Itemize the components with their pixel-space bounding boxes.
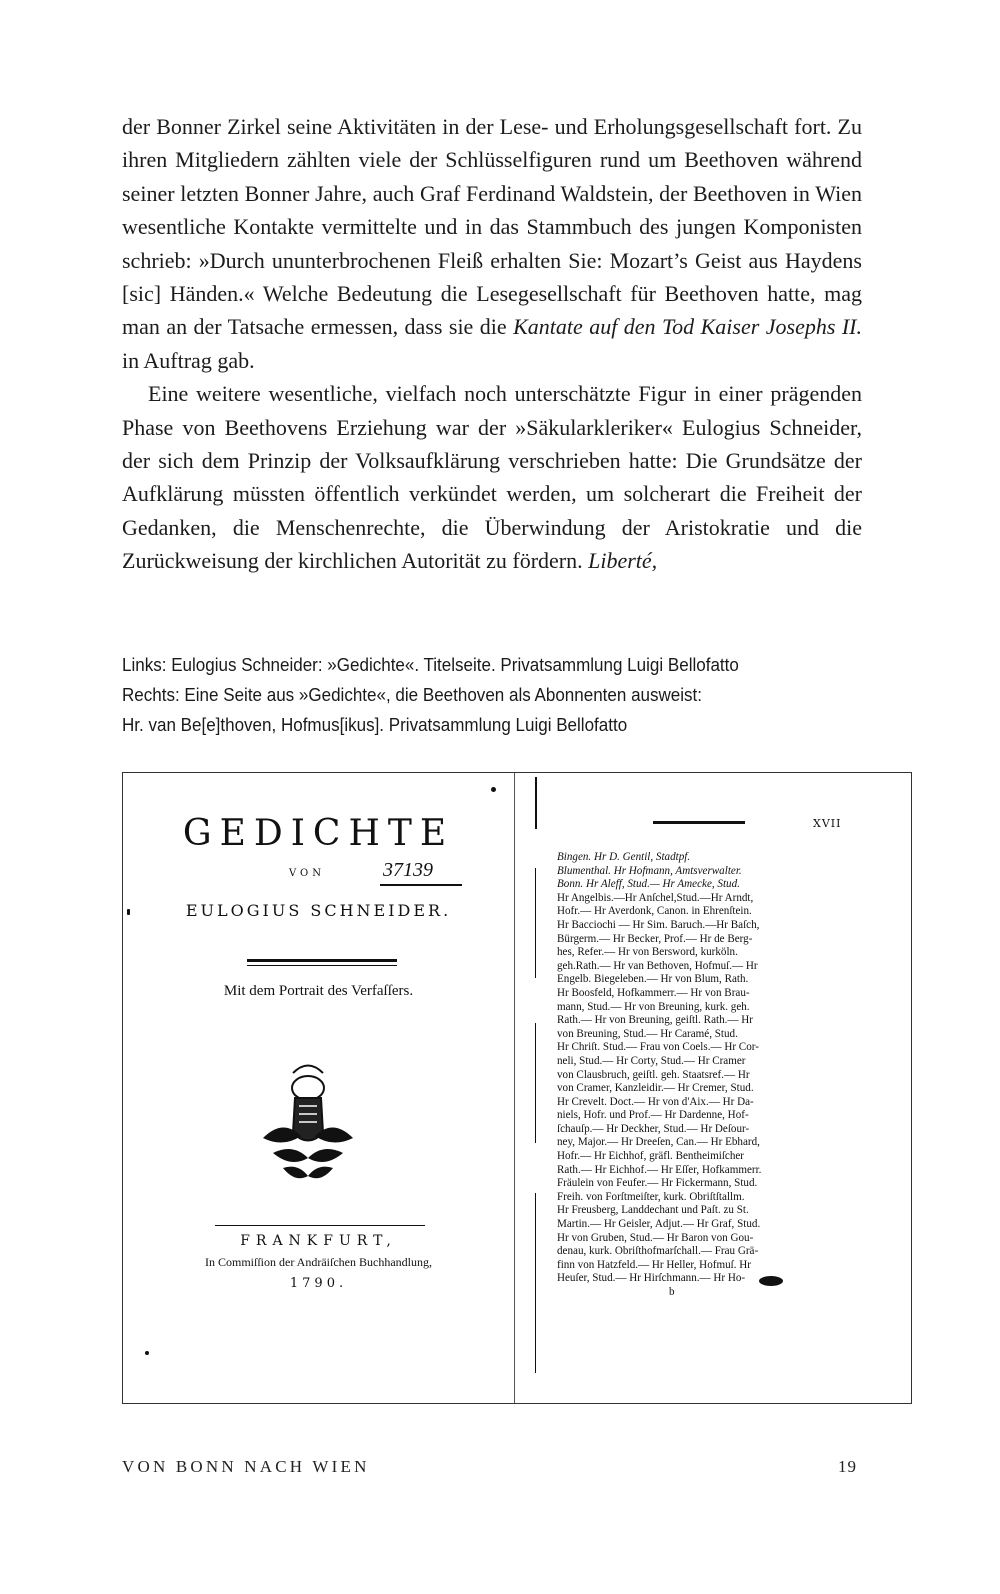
- subscriber-line: Hr Bacciochi — Hr Sim. Baruch.—Hr Baſch,: [557, 918, 760, 931]
- title-page-subtitle: Mit dem Portrait des Verfaſſers.: [223, 983, 414, 999]
- subscriber-line: neli, Stud.— Hr Corty, Stud.— Hr Cramer: [557, 1054, 746, 1067]
- subscriber-page-number: XVII: [813, 817, 842, 830]
- scan-speck: [491, 787, 496, 792]
- subscriber-line: Martin.— Hr Geisler, Adjut.— Hr Graf, Stud.: [557, 1218, 761, 1231]
- subscriber-line: niels, Hofr. und Prof.— Hr Dardenne, Hof-: [557, 1109, 749, 1122]
- handwritten-underline: [380, 884, 462, 886]
- subscriber-line: Hr Angelbis.—Hr Anſchel,Stud.—Hr Arndt,: [557, 891, 754, 904]
- subscriber-line: geh.Rath.— Hr van Bethoven, Hofmuſ.— Hr: [557, 959, 758, 972]
- scan-edge-line: [535, 868, 536, 978]
- paragraph-1-end: in Auftrag gab.: [122, 347, 255, 373]
- subscriber-line: Bingen. Hr D. Gentil, Stadtpf.: [557, 851, 691, 863]
- imprint-rule: [215, 1225, 425, 1226]
- running-head: VON BONN NACH WIEN: [122, 1457, 370, 1476]
- work-title: Kantate auf den Tod Kaiser Josephs II.: [513, 314, 862, 340]
- page-number: 19: [838, 1457, 857, 1476]
- caption-line-1: Links: Eulogius Schneider: »Gedichte«. Titelseite. Privatsammlung Luigi Bellofatto: [122, 654, 739, 675]
- title-page-publisher: In Commiſſion der Andräiſchen Buchhandlung,: [205, 1255, 432, 1269]
- subscriber-line: finn von Hatzfeld.— Hr Heller, Hofmuſ. Hr: [557, 1258, 751, 1271]
- title-rule-top: [247, 959, 397, 962]
- subscriber-line: Fräulein von Feufer.— Hr Fickermann, Stud.: [557, 1177, 758, 1190]
- page-head-rule: [653, 821, 745, 824]
- title-page-author: EULOGIUS SCHNEIDER.: [185, 901, 452, 920]
- subscriber-line: ſchauſp.— Hr Deckher, Stud.— Hr Deſour-: [557, 1122, 750, 1135]
- subscriber-line: Engelb. Biegeleben.— Hr von Blum, Rath.: [557, 973, 749, 986]
- scan-edge-line: [535, 1193, 536, 1373]
- subscriber-line: von Cramer, Kanzleidir.— Hr Cremer, Stud.: [557, 1082, 754, 1095]
- title-page-city: FRANKFURT,: [240, 1233, 397, 1249]
- subscriber-line: Bonn. Hr Aleff, Stud.— Hr Amecke, Stud.: [557, 878, 740, 891]
- subscriber-line: Hr Freusberg, Landdechant und Paſt. zu St.: [557, 1204, 749, 1217]
- subscriber-line: ney, Major.— Hr Dreeſen, Can.— Hr Ebhard,: [557, 1136, 760, 1149]
- subscriber-line: mann, Stud.— Hr von Breuning, kurk. geh.: [557, 1000, 750, 1013]
- title-page-year: 1790.: [289, 1276, 348, 1291]
- subscriber-page-scan: [515, 773, 911, 1403]
- subscriber-line: Hr von Gruben, Stud.— Hr Baron von Gou-: [557, 1231, 754, 1244]
- title-page-von: VON: [289, 868, 325, 879]
- subscriber-line: denau, kurk. Obriſthofmarſchall.— Frau Grä-: [557, 1245, 759, 1258]
- subscriber-line: von Clausbruch, geiſtl. geh. Staatsref.— Hr: [557, 1068, 750, 1081]
- subscriber-line: Rath.— Hr Eichhof.— Hr Eſſer, Hofkammerr.: [557, 1163, 762, 1176]
- body-text: [122, 110, 862, 578]
- scan-speck: [127, 909, 130, 915]
- subscriber-line: Blumenthal. Hr Hofmann, Amtsverwalter.: [557, 864, 742, 877]
- subscriber-line: Rath.— Hr von Breuning, geiſtl. Rath.— Hr: [557, 1014, 753, 1027]
- subscriber-line: Hr Chriſt. Stud.— Frau von Coels.— Hr Cor-: [557, 1041, 759, 1054]
- scan-speck: [145, 1351, 149, 1355]
- caption-line-3: Hr. van Be[e]thoven, Hofmus[ikus]. Privatsammlung Luigi Bellofatto: [122, 714, 628, 735]
- caption-line-2: Rechts: Eine Seite aus »Gedichte«, die Beethoven als Abonnenten ausweist:: [122, 684, 703, 705]
- emblem-icon: [253, 1058, 363, 1188]
- subscriber-line: von Breuning, Stud.— Hr Caramé, Stud.: [557, 1027, 738, 1040]
- liberte-italic: Liberté,: [588, 548, 658, 574]
- paragraph-1-text: der Bonner Zirkel seine Aktivitäten in der Lese- und Erholungsgesellschaft fort. Zu ihren Mitgliedern zählten viele der Schlüsselfiguren rund um Beethoven während seiner letzten Bonner Jahre, auch Graf Ferdinand Waldstein, der Beethoven in Wien wesentliche Kontakte vermittelte und in das Stammbuch des jungen Komponisten schrieb: »Durch ununterbrochenen Fleiß erhalten Sie: Mozart’s Geist aus Haydens [sic] Händen.« Welche Bedeutung die Lesegesellschaft für Beethoven hatte, mag man an der Tatsache ermessen, dass sie die: [122, 114, 862, 340]
- subscriber-line: b: [669, 1286, 675, 1298]
- subscriber-line: hes, Refer.— Hr von Bersword, kurköln.: [557, 946, 738, 959]
- subscriber-line: Bürgerm.— Hr Becker, Prof.— Hr de Berg-: [557, 932, 753, 945]
- paragraph-2-text: Eine weitere wesentliche, vielfach noch unterschätzte Figur in einer prägenden Phase von Beethovens Erziehung war der »Säkularkleriker« Eulogius Schneider, der sich dem Prinzip der Volksaufklärung verschrieben hatte: Die Grundsätze der Aufklärung müssten öffentlich verkündet werden, um solcherart die Freiheit der Gedanken, die Menschenrechte, die Überwindung der Aristokratie und die Zurückweisung der kirchlichen Autorität zu fördern.: [122, 381, 862, 574]
- subscriber-list: [557, 851, 857, 1300]
- subscriber-line: Hofr.— Hr Averdonk, Canon. in Ehrenſtein.: [557, 905, 752, 918]
- figure-facsimile: [122, 772, 912, 1404]
- figure-caption: [122, 650, 821, 740]
- subscriber-line: Freih. von Forſtmeiſter, kurk. Obriſtſtallm.: [557, 1190, 745, 1203]
- paragraph-1: [122, 110, 862, 377]
- subscriber-line: Heuſer, Stud.— Hr Hirſchmann.— Hr Ho-: [557, 1272, 746, 1285]
- scan-edge-line: [535, 1023, 536, 1143]
- scan-edge-line: [535, 777, 537, 829]
- paragraph-2: [122, 377, 862, 577]
- subscriber-line: Hofr.— Hr Eichhof, gräfl. Bentheimiſcher: [557, 1150, 744, 1163]
- title-rule-thin: [247, 965, 397, 966]
- title-page-scan: [123, 773, 514, 1403]
- subscriber-line: Hr Boosfeld, Hofkammerr.— Hr von Brau-: [557, 986, 750, 999]
- handwritten-number: 37139: [383, 859, 433, 881]
- subscriber-line: Hr Crevelt. Doct.— Hr von d'Aix.— Hr Da-: [557, 1095, 754, 1108]
- title-page-title: GEDICHTE: [182, 813, 455, 854]
- ink-blot: [759, 1276, 783, 1286]
